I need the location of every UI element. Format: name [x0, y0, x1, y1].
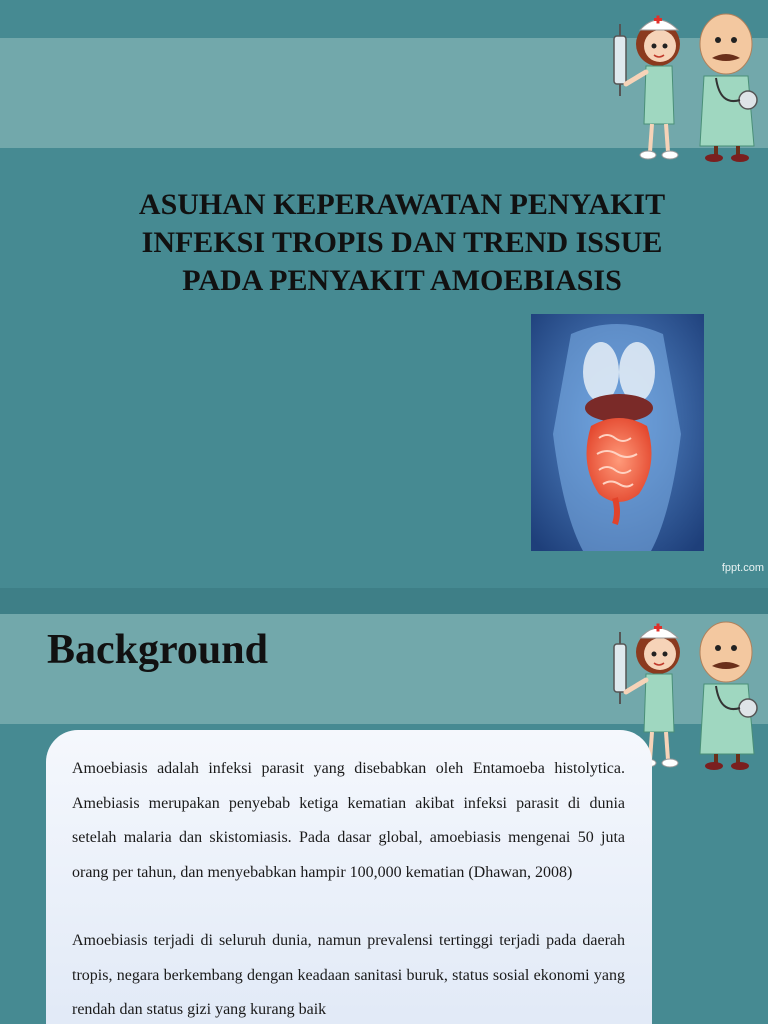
- digestive-system-image: [531, 314, 704, 551]
- title-line: ASUHAN KEPERAWATAN PENYAKIT: [138, 188, 666, 221]
- presentation-title: [70, 186, 734, 300]
- background-slide: [0, 614, 768, 1024]
- content-textbox: [46, 730, 652, 1024]
- slide-heading: Background: [47, 627, 268, 673]
- doctor-figure: [700, 14, 757, 162]
- doctor-figure: [700, 622, 757, 770]
- title-line: INFEKSI TROPIS DAN TREND ISSUE: [141, 226, 663, 259]
- nurse-figure: [614, 16, 680, 160]
- title-line: PADA PENYAKIT AMOEBIASIS: [182, 264, 622, 297]
- paragraph: Amoebiasis adalah infeksi parasit yang disebabkan oleh Entamoeba histolytica. Amebiasis merupakan penyebab ketiga kematian akibat infeksi parasit di dunia setelah malaria dan skistomiasis. Pada dasar global, amoebiasis mengenai 50 juta orang per tahun, dan menyebabkan hampir 100,000 kematian (Dhawan, 2008): [72, 760, 625, 881]
- paragraph: Amoebiasis terjadi di seluruh dunia, namun prevalensi tertinggi terjadi pada daerah tropis, negara berkembang dengan keadaan sanitasi buruk, status sosial ekonomi yang rendah dan status gizi yang kurang baik: [72, 932, 625, 1018]
- nurse-doctor-illustration: [608, 6, 768, 166]
- slide-separator: [0, 588, 768, 614]
- fppt-watermark: fppt.com: [721, 562, 764, 574]
